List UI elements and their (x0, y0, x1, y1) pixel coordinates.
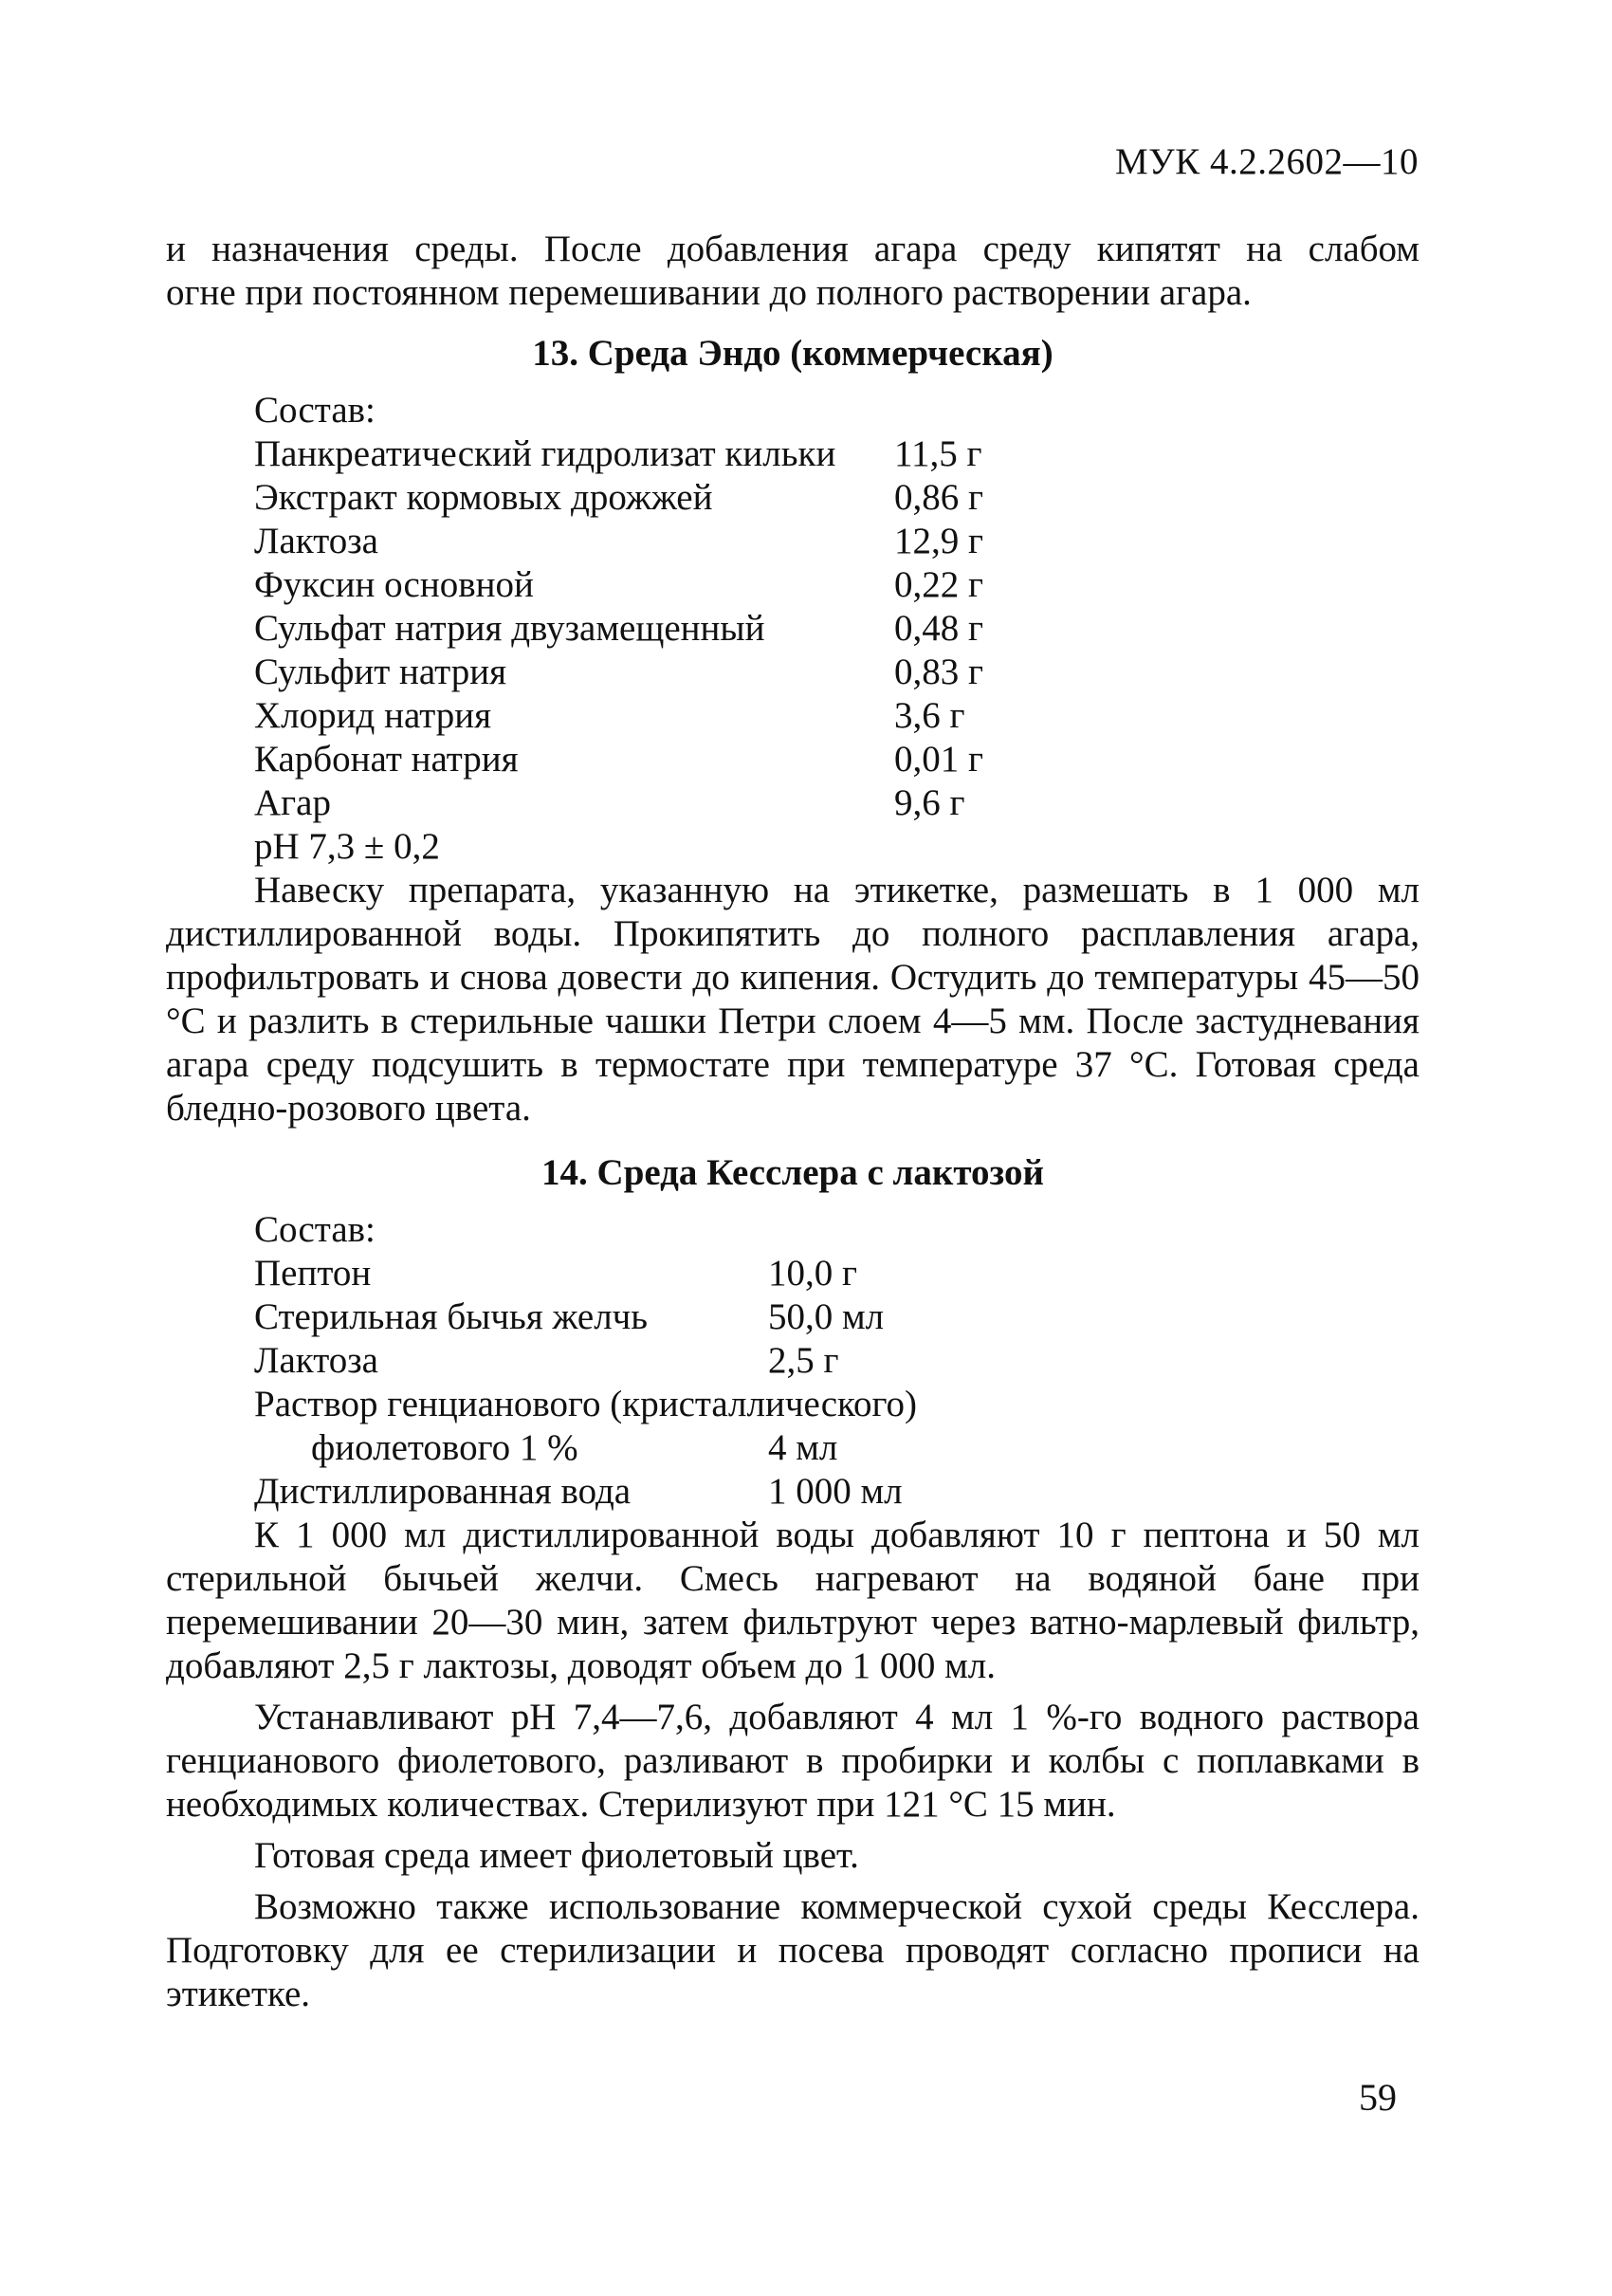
document-code: МУК 4.2.2602—10 (1114, 141, 1419, 182)
ingredient-row (254, 1295, 1420, 1339)
ingredient-amount: 0,01 г (894, 739, 983, 780)
page-number: 59 (1359, 2076, 1397, 2119)
ingredient-row (254, 1339, 1420, 1383)
intro-line-1: и назначения среды. После добавления агара среду кипятят на слабом (166, 229, 1420, 269)
ingredient-amount: 4 мл (768, 1427, 838, 1468)
ingredient-row (254, 1426, 1420, 1470)
ingredient-name: Лактоза (254, 521, 378, 561)
intro-line-2: огне при постоянном перемешивании до полного растворении агара. (166, 272, 1252, 313)
ingredient-amount: 12,9 г (894, 521, 983, 561)
ingredient-row (254, 476, 1420, 520)
ingredient-amount: 0,86 г (894, 477, 983, 518)
ingredient-name: Фуксин основной (254, 564, 534, 605)
ingredient-row (254, 432, 1420, 476)
ingredient-amount: 3,6 г (894, 695, 965, 736)
ingredient-row (254, 651, 1420, 694)
section-13-composition (254, 389, 1420, 869)
ingredient-row (254, 563, 1420, 607)
ingredient-name: Панкреатический гидролизат кильки (254, 433, 836, 474)
ingredient-amount: 0,48 г (894, 608, 983, 649)
paragraph: Готовая среда имеет фиолетовый цвет. (254, 1835, 859, 1876)
section-13-title: 13. Среда Эндо (коммерческая) (532, 333, 1053, 374)
ingredient-amount: 50,0 мл (768, 1296, 885, 1337)
section-13-instructions: Навеску препарата, указанную на этикетке, размешать в 1 000 мл дистиллированной воды. Прокипятить до полного расплавления агара, профильтровать и снова довести до кипения. Остудить до температуры 45—50 °С и разлить в стерильные чашки Петри слоем 4—5 мм. После застудневания агара среду подсушить в термостате при температуре 37 °С. Готовая среда бледно-розового цвета. (166, 870, 1420, 1129)
paragraph: Устанавливают pH 7,4—7,6, добавляют 4 мл 1 %-го водного раствора генцианового фиолетового, разливают в пробирки и колбы с поплавками в необходимых количествах. Стерилизуют при 121 °С 15 мин. (166, 1697, 1420, 1825)
ingredient-name: Стерильная бычья желчь (254, 1296, 649, 1337)
ingredient-row (254, 1252, 1420, 1295)
ingredient-name: Экстракт кормовых дрожжей (254, 477, 713, 518)
solution-line: Раствор генцианового (кристаллического) (254, 1384, 918, 1424)
ingredient-row (254, 694, 1420, 738)
ingredient-name: Пептон (254, 1253, 372, 1294)
composition-label: Состав: (254, 1209, 376, 1250)
ingredient-name: Хлорид натрия (254, 695, 492, 736)
ingredient-list (254, 432, 1420, 825)
ingredient-amount: 10,0 г (768, 1253, 857, 1294)
ingredient-row (254, 738, 1420, 781)
ingredient-amount: 11,5 г (894, 433, 982, 474)
ingredient-name: Сульфат натрия двузамещенный (254, 608, 765, 649)
paragraph: К 1 000 мл дистиллированной воды добавляют 10 г пептона и 50 мл стерильной бычьей желчи. Смесь нагревают на водяной бане при перемешивании 20—30 мин, затем фильтруют через ватно-марлевый фильтр, добавляют 2,5 г лактозы, доводят объем до 1 000 мл. (166, 1515, 1420, 1686)
ingredient-row (254, 781, 1420, 825)
ingredient-name: Дистиллированная вода (254, 1471, 632, 1512)
ingredient-row (254, 1470, 1420, 1514)
ingredient-amount: 0,22 г (894, 564, 983, 605)
ingredient-name: Сульфит натрия (254, 652, 507, 692)
ingredient-name: фиолетового 1 % (311, 1427, 578, 1468)
ingredient-amount: 9,6 г (894, 782, 965, 823)
paragraph: Возможно также использование коммерческой сухой среды Кесслера. Подготовку для ее стерилизации и посева проводят согласно прописи на этикетке. (166, 1886, 1420, 2014)
ph-value: pH 7,3 ± 0,2 (254, 826, 440, 867)
ingredient-name: Карбонат натрия (254, 739, 519, 780)
ingredient-name: Агар (254, 782, 331, 823)
ingredient-list (254, 1252, 1420, 1383)
ingredient-amount: 2,5 г (768, 1340, 839, 1381)
ingredient-row (254, 520, 1420, 563)
page-content (166, 228, 1420, 2016)
ingredient-amount: 0,83 г (894, 652, 983, 692)
ingredient-row (254, 607, 1420, 651)
ingredient-name: Лактоза (254, 1340, 378, 1381)
section-14-title: 14. Среда Кесслера с лактозой (541, 1152, 1044, 1193)
composition-label: Состав: (254, 390, 376, 431)
ingredient-amount: 1 000 мл (768, 1471, 903, 1512)
section-14-composition (254, 1208, 1420, 1514)
